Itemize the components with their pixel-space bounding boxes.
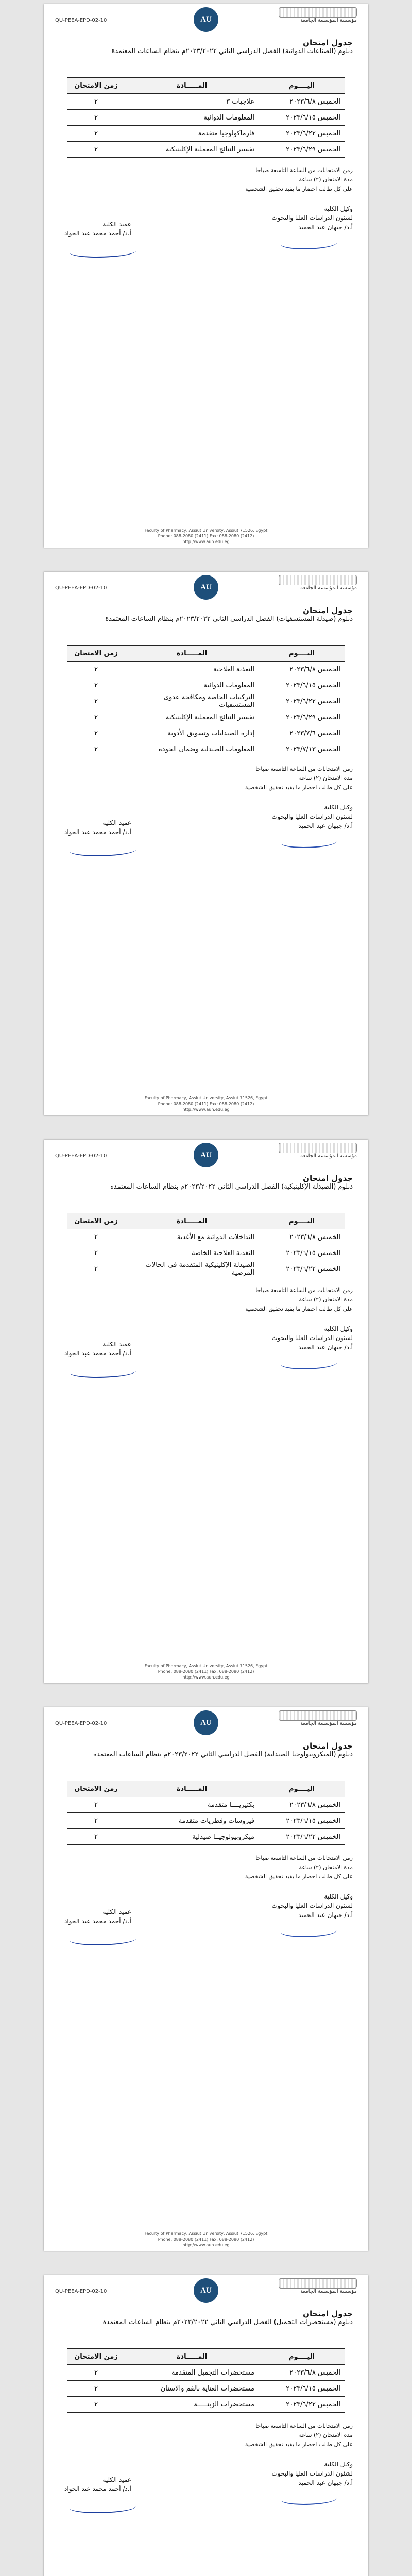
exam-day: الخميس ٢٠٢٣/٦/٨ xyxy=(259,662,345,677)
university-logo-icon: AU xyxy=(194,7,218,32)
exam-table xyxy=(67,645,345,757)
col-day: اليــــوم xyxy=(259,78,345,94)
footer-address: Faculty of Pharmacy, Assiut University, Assiut 71526, Egypt xyxy=(144,1096,268,1100)
handwritten-signature xyxy=(281,1357,337,1369)
exam-day: الخميس ٢٠٢٣/٦/٢٢ xyxy=(259,693,345,709)
signer-dept: لشئون الدراسات العليا والبحوث xyxy=(271,2470,353,2477)
signer-name: أ.د/ أحمد محمد عبد الجواد xyxy=(64,828,131,836)
university-logo-icon: AU xyxy=(194,2278,218,2303)
note-line: مدة الامتحان (٢) ساعة xyxy=(299,176,353,183)
page-title: جدول امتحان xyxy=(303,606,353,615)
col-subject: المـــــادة xyxy=(125,1213,259,1229)
page-subtitle: دبلوم (الصناعات الدوائية) الفصل الدراسي الثاني ٢٠٢٣/٢٠٢٢م بنظام الساعات المعتمدة xyxy=(111,47,353,55)
signer-title: وكيل الكلية xyxy=(324,1893,353,1900)
exam-notes xyxy=(64,166,353,194)
exam-duration: ٢ xyxy=(67,1229,125,1245)
exam-day: الخميس ٢٠٢٣/٦/٢٩ xyxy=(259,142,345,158)
exam-page xyxy=(44,1707,368,2251)
table-row xyxy=(67,662,345,677)
footer-web: http://www.aun.edu.eg xyxy=(182,539,230,544)
col-time: زمن الامتحان xyxy=(67,2349,125,2365)
footer-phone: Phone: 088-2080 (2411) Fax: 088-2080 (2412) xyxy=(158,534,254,538)
footer-web: http://www.aun.edu.eg xyxy=(182,1675,230,1680)
page-footer xyxy=(51,1095,361,1112)
header-institution: مؤسسة المؤسسة الجامعة xyxy=(300,1153,357,1159)
signer-title: عميد الكلية xyxy=(102,2476,131,2483)
exam-duration: ٢ xyxy=(67,1829,125,1845)
signer-title: عميد الكلية xyxy=(102,819,131,826)
signer-name: أ.د/ جيهان عبد الحميد xyxy=(298,2479,353,2486)
faculty-seal-icon xyxy=(279,1710,357,1721)
exam-subject: المعلومات الصيدلية وضمان الجودة xyxy=(125,741,259,757)
note-line: مدة الامتحان (٢) ساعة xyxy=(299,2432,353,2438)
exam-day: الخميس ٢٠٢٣/٧/٦ xyxy=(259,725,345,741)
vice-dean-signature xyxy=(271,2460,353,2487)
note-line: مدة الامتحان (٢) ساعة xyxy=(299,1864,353,1871)
footer-address: Faculty of Pharmacy, Assiut University, Assiut 71526, Egypt xyxy=(144,528,268,533)
vice-dean-signature xyxy=(271,803,353,831)
dean-signature xyxy=(64,1907,131,1926)
dean-signature xyxy=(64,2475,131,2494)
exam-subject: تفسير النتائج المعملية الإكلينيكية xyxy=(125,142,259,158)
handwritten-signature xyxy=(281,2493,337,2505)
exam-subject: مستحضرات العناية بالفم والاسنان xyxy=(125,2381,259,2397)
table-row xyxy=(67,94,345,110)
exam-page xyxy=(44,572,368,1115)
col-day: اليــــوم xyxy=(259,1213,345,1229)
exam-day: الخميس ٢٠٢٣/٦/١٥ xyxy=(259,1245,345,1261)
vice-dean-signature xyxy=(271,1324,353,1352)
handwritten-signature xyxy=(281,836,337,848)
footer-phone: Phone: 088-2080 (2411) Fax: 088-2080 (2412) xyxy=(158,1101,254,1106)
signer-title: عميد الكلية xyxy=(102,1341,131,1348)
exam-day: الخميس ٢٠٢٣/٦/١٥ xyxy=(259,1813,345,1829)
doc-code: QU-PEEA-EPD-02-10 xyxy=(55,585,107,591)
signer-name: أ.د/ أحمد محمد عبد الجواد xyxy=(64,2485,131,2493)
note-line: زمن الامتحانات من الساعة التاسعة صباحا xyxy=(255,167,353,174)
exam-subject: فيروسات وفطريات متقدمة xyxy=(125,1813,259,1829)
signer-title: وكيل الكلية xyxy=(324,205,353,212)
dean-signature xyxy=(64,818,131,837)
exam-subject: التركيبات الخاصة ومكافحة عدوى المستشفيات xyxy=(125,693,259,709)
col-time: زمن الامتحان xyxy=(67,78,125,94)
signer-name: أ.د/ أحمد محمد عبد الجواد xyxy=(64,1918,131,1925)
table-header xyxy=(67,1781,345,1797)
exam-table xyxy=(67,1213,345,1277)
signer-title: وكيل الكلية xyxy=(324,1325,353,1332)
page-subtitle: دبلوم (مستحضرات التجميل) الفصل الدراسي الثاني ٢٠٢٣/٢٠٢٢م بنظام الساعات المعتمدة xyxy=(102,2318,353,2326)
handwritten-signature xyxy=(70,1365,136,1378)
col-time: زمن الامتحان xyxy=(67,1781,125,1797)
exam-duration: ٢ xyxy=(67,2381,125,2397)
handwritten-signature xyxy=(70,2501,136,2513)
table-row xyxy=(67,725,345,741)
col-day: اليــــوم xyxy=(259,2349,345,2365)
exam-duration: ٢ xyxy=(67,693,125,709)
university-logo-icon: AU xyxy=(194,1143,218,1167)
exam-subject: مستحضرات التجميل المتقدمة xyxy=(125,2365,259,2381)
exam-heading xyxy=(64,2309,353,2326)
exam-duration: ٢ xyxy=(67,1797,125,1813)
note-line: على كل طالب احضار ما يفيد تحقيق الشخصية xyxy=(245,784,353,791)
exam-subject: الصيدلة الإكلينيكية المتقدمة في الحالات المرضية xyxy=(125,1261,259,1277)
col-time: زمن الامتحان xyxy=(67,646,125,662)
page-subtitle: دبلوم (الميكروبيولوجيا الصيدلية) الفصل الدراسي الثاني ٢٠٢٣/٢٠٢٢م بنظام الساعات المعتمدة xyxy=(93,1751,353,1758)
exam-subject: بكتيريــــا متقدمة xyxy=(125,1797,259,1813)
signer-name: أ.د/ جيهان عبد الحميد xyxy=(298,224,353,231)
doc-code: QU-PEEA-EPD-02-10 xyxy=(55,18,107,23)
exam-day: الخميس ٢٠٢٣/٦/٨ xyxy=(259,2365,345,2381)
exam-duration: ٢ xyxy=(67,110,125,126)
signer-title: عميد الكلية xyxy=(102,221,131,228)
exam-subject: ميكروبيولوجيــا صيدلية xyxy=(125,1829,259,1845)
signer-name: أ.د/ جيهان عبد الحميد xyxy=(298,822,353,829)
note-line: مدة الامتحان (٢) ساعة xyxy=(299,775,353,782)
exam-duration: ٢ xyxy=(67,2397,125,2413)
exam-day: الخميس ٢٠٢٣/٦/٨ xyxy=(259,94,345,110)
exam-duration: ٢ xyxy=(67,1261,125,1277)
table-row xyxy=(67,2365,345,2381)
footer-address: Faculty of Pharmacy, Assiut University, Assiut 71526, Egypt xyxy=(144,1664,268,1668)
exam-heading xyxy=(64,38,353,55)
page-subtitle: دبلوم (الصيدلة الإكلينيكية) الفصل الدراسي الثاني ٢٠٢٣/٢٠٢٢م بنظام الساعات المعتمدة xyxy=(110,1183,353,1191)
footer-phone: Phone: 088-2080 (2411) Fax: 088-2080 (2412) xyxy=(158,1669,254,1674)
table-row xyxy=(67,142,345,158)
note-line: زمن الامتحانات من الساعة التاسعة صباحا xyxy=(255,766,353,772)
exam-duration: ٢ xyxy=(67,709,125,725)
exam-day: الخميس ٢٠٢٣/٦/٢٢ xyxy=(259,1829,345,1845)
note-line: على كل طالب احضار ما يفيد تحقيق الشخصية xyxy=(245,1306,353,1312)
exam-table xyxy=(67,1781,345,1845)
university-logo-icon: AU xyxy=(194,1710,218,1735)
exam-subject: المعلومات الدوائية xyxy=(125,110,259,126)
signer-name: أ.د/ أحمد محمد عبد الجواد xyxy=(64,230,131,237)
handwritten-signature xyxy=(281,1925,337,1937)
signer-title: عميد الكلية xyxy=(102,1908,131,1916)
exam-day: الخميس ٢٠٢٣/٦/٢٩ xyxy=(259,709,345,725)
table-row xyxy=(67,110,345,126)
page-footer xyxy=(51,2231,361,2248)
exam-duration: ٢ xyxy=(67,126,125,142)
exam-subject: المعلومات الدوائية xyxy=(125,677,259,693)
table-header xyxy=(67,78,345,94)
exam-heading xyxy=(64,1174,353,1191)
col-subject: المـــــادة xyxy=(125,2349,259,2365)
doc-code: QU-PEEA-EPD-02-10 xyxy=(55,1721,107,1726)
col-time: زمن الامتحان xyxy=(67,1213,125,1229)
table-row xyxy=(67,693,345,709)
footer-web: http://www.aun.edu.eg xyxy=(182,1107,230,1112)
note-line: زمن الامتحانات من الساعة التاسعة صباحا xyxy=(255,1287,353,1294)
table-row xyxy=(67,2381,345,2397)
header-institution: مؤسسة المؤسسة الجامعة xyxy=(300,1721,357,1726)
header-institution: مؤسسة المؤسسة الجامعة xyxy=(300,18,357,23)
exam-duration: ٢ xyxy=(67,1245,125,1261)
table-row xyxy=(67,677,345,693)
faculty-seal-icon xyxy=(279,2278,357,2289)
col-day: اليــــوم xyxy=(259,646,345,662)
table-header xyxy=(67,1213,345,1229)
note-line: مدة الامتحان (٢) ساعة xyxy=(299,1296,353,1303)
page-title: جدول امتحان xyxy=(303,1741,353,1751)
signer-name: أ.د/ أحمد محمد عبد الجواد xyxy=(64,1350,131,1357)
exam-notes xyxy=(64,2421,353,2449)
exam-duration: ٢ xyxy=(67,662,125,677)
footer-address: Faculty of Pharmacy, Assiut University, Assiut 71526, Egypt xyxy=(144,2231,268,2236)
header-institution: مؤسسة المؤسسة الجامعة xyxy=(300,2289,357,2294)
exam-day: الخميس ٢٠٢٣/٦/١٥ xyxy=(259,2381,345,2397)
doc-code: QU-PEEA-EPD-02-10 xyxy=(55,1153,107,1159)
handwritten-signature xyxy=(70,1933,136,1945)
signer-dept: لشئون الدراسات العليا والبحوث xyxy=(271,1902,353,1909)
exam-subject: التغذية العلاجية الخاصة xyxy=(125,1245,259,1261)
exam-subject: مستحضرات الزينـــــة xyxy=(125,2397,259,2413)
table-row xyxy=(67,1261,345,1277)
exam-day: الخميس ٢٠٢٣/٦/٨ xyxy=(259,1229,345,1245)
exam-duration: ٢ xyxy=(67,1813,125,1829)
exam-subject: إدارة الصيدليات وتسويق الأدوية xyxy=(125,725,259,741)
page-footer xyxy=(51,1663,361,1680)
exam-duration: ٢ xyxy=(67,142,125,158)
col-subject: المـــــادة xyxy=(125,1781,259,1797)
signer-title: وكيل الكلية xyxy=(324,804,353,811)
exam-subject: فارماكولوجيا متقدمة xyxy=(125,126,259,142)
signer-name: أ.د/ جيهان عبد الحميد xyxy=(298,1911,353,1919)
table-header xyxy=(67,646,345,662)
exam-day: الخميس ٢٠٢٣/٦/٢٢ xyxy=(259,126,345,142)
table-row xyxy=(67,1229,345,1245)
table-header xyxy=(67,2349,345,2365)
university-logo-icon: AU xyxy=(194,575,218,600)
faculty-seal-icon xyxy=(279,7,357,18)
exam-day: الخميس ٢٠٢٣/٦/١٥ xyxy=(259,677,345,693)
exam-day: الخميس ٢٠٢٣/٦/٢٢ xyxy=(259,1261,345,1277)
page-title: جدول امتحان xyxy=(303,1174,353,1183)
handwritten-signature xyxy=(70,245,136,258)
dean-signature xyxy=(64,1340,131,1358)
faculty-seal-icon xyxy=(279,1143,357,1153)
table-row xyxy=(67,1813,345,1829)
table-row xyxy=(67,2397,345,2413)
exam-duration: ٢ xyxy=(67,741,125,757)
table-row xyxy=(67,1829,345,1845)
footer-phone: Phone: 088-2080 (2411) Fax: 088-2080 (2412) xyxy=(158,2237,254,2242)
col-subject: المـــــادة xyxy=(125,646,259,662)
exam-table xyxy=(67,2348,345,2413)
signer-dept: لشئون الدراسات العليا والبحوث xyxy=(271,813,353,820)
exam-day: الخميس ٢٠٢٣/٦/٢٢ xyxy=(259,2397,345,2413)
exam-heading xyxy=(64,606,353,623)
exam-subject: التغذية العلاجية xyxy=(125,662,259,677)
note-line: على كل طالب احضار ما يفيد تحقيق الشخصية xyxy=(245,1873,353,1880)
exam-day: الخميس ٢٠٢٣/٦/١٥ xyxy=(259,110,345,126)
exam-subject: التداخلات الدوائية مع الأغذية xyxy=(125,1229,259,1245)
exam-duration: ٢ xyxy=(67,94,125,110)
page-footer xyxy=(51,528,361,545)
table-row xyxy=(67,741,345,757)
note-line: على كل طالب احضار ما يفيد تحقيق الشخصية xyxy=(245,185,353,192)
dean-signature xyxy=(64,219,131,238)
faculty-seal-icon xyxy=(279,575,357,585)
signer-dept: لشئون الدراسات العليا والبحوث xyxy=(271,1334,353,1342)
vice-dean-signature xyxy=(271,1892,353,1920)
signer-name: أ.د/ جيهان عبد الحميد xyxy=(298,1344,353,1351)
exam-page xyxy=(44,4,368,548)
exam-subject: تفسير النتائج المعملية الإكلينيكية xyxy=(125,709,259,725)
table-row xyxy=(67,1797,345,1813)
exam-duration: ٢ xyxy=(67,677,125,693)
exam-duration: ٢ xyxy=(67,725,125,741)
table-row xyxy=(67,1245,345,1261)
exam-heading xyxy=(64,1741,353,1758)
exam-duration: ٢ xyxy=(67,2365,125,2381)
page-subtitle: دبلوم (صيدلة المستشفيات) الفصل الدراسي الثاني ٢٠٢٣/٢٠٢٢م بنظام الساعات المعتمدة xyxy=(105,615,353,623)
note-line: على كل طالب احضار ما يفيد تحقيق الشخصية xyxy=(245,2441,353,2448)
signer-dept: لشئون الدراسات العليا والبحوث xyxy=(271,214,353,222)
page-title: جدول امتحان xyxy=(303,2309,353,2318)
exam-day: الخميس ٢٠٢٣/٦/٨ xyxy=(259,1797,345,1813)
exam-table xyxy=(67,77,345,158)
handwritten-signature xyxy=(281,237,337,249)
col-subject: المـــــادة xyxy=(125,78,259,94)
exam-day: الخميس ٢٠٢٣/٧/١٣ xyxy=(259,741,345,757)
note-line: زمن الامتحانات من الساعة التاسعة صباحا xyxy=(255,1855,353,1861)
exam-notes xyxy=(64,1854,353,1882)
table-row xyxy=(67,709,345,725)
vice-dean-signature xyxy=(271,204,353,232)
exam-notes xyxy=(64,1286,353,1314)
exam-notes xyxy=(64,765,353,792)
table-row xyxy=(67,126,345,142)
handwritten-signature xyxy=(70,844,136,856)
exam-subject: علاجيات ٣ xyxy=(125,94,259,110)
exam-page xyxy=(44,1140,368,1683)
page-title: جدول امتحان xyxy=(303,38,353,47)
signer-title: وكيل الكلية xyxy=(324,2461,353,2468)
footer-web: http://www.aun.edu.eg xyxy=(182,2243,230,2247)
note-line: زمن الامتحانات من الساعة التاسعة صباحا xyxy=(255,2422,353,2429)
col-day: اليــــوم xyxy=(259,1781,345,1797)
exam-page xyxy=(44,2275,368,2576)
doc-code: QU-PEEA-EPD-02-10 xyxy=(55,2289,107,2294)
header-institution: مؤسسة المؤسسة الجامعة xyxy=(300,585,357,591)
